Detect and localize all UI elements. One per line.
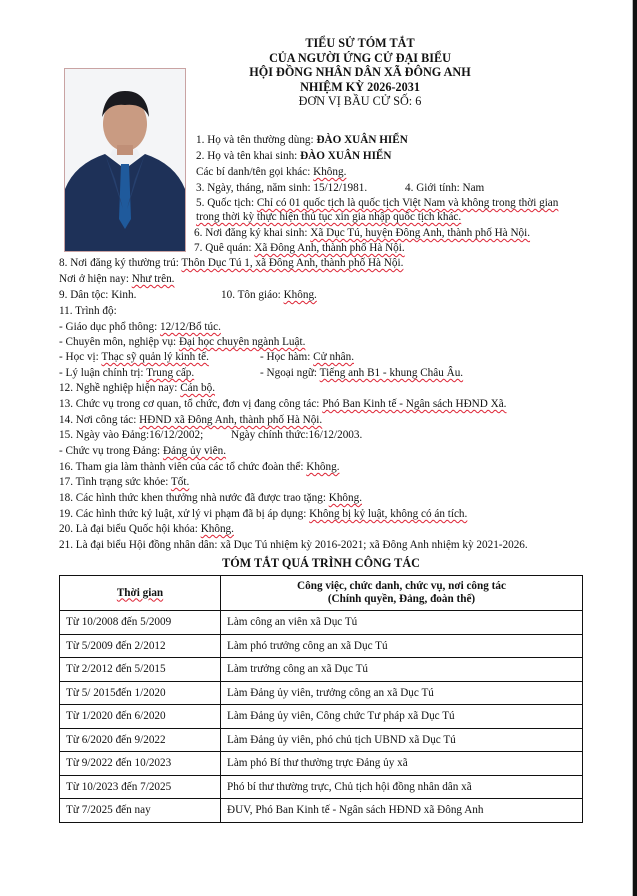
field-occupation [59, 381, 215, 395]
field-party-official-date [231, 428, 362, 442]
field-discipline [59, 507, 467, 521]
field-label: 2. Họ và tên khai sinh: [196, 150, 301, 162]
field-hometown [194, 241, 405, 255]
header-text: Thời gian [116, 586, 164, 599]
field-dob [196, 181, 367, 195]
field-political-theory [59, 366, 194, 380]
field-value: Xã Dục Tú, huyện Đông Anh, thành phố Hà Nội. [310, 227, 531, 239]
field-value: Đại học chuyên ngành Luật. [178, 336, 306, 348]
cell-period: Từ 2/2012 đến 5/2015 [60, 658, 221, 682]
field-nationality-cont [196, 210, 461, 224]
field-birth-registration [194, 226, 530, 240]
field-health [59, 475, 189, 489]
field-label: - Lý luận chính trị: [59, 367, 147, 379]
cell-period: Từ 10/2023 đến 7/2025 [60, 775, 221, 799]
field-party-role [59, 444, 226, 458]
cell-role: Làm phó trưởng công an xã Dục Tú [221, 634, 583, 658]
cell-period: Từ 1/2020 đến 6/2020 [60, 705, 221, 729]
career-section-title: TÓM TẮT QUÁ TRÌNH CÔNG TÁC [222, 556, 420, 570]
field-education-heading [59, 304, 117, 318]
field-value: Thôn Dục Tú 1, xã Đông Anh, thành phố Hà Nội. [181, 257, 404, 269]
field-label: - Chức vụ trong Đảng: [59, 445, 163, 457]
field-label: 1. Họ và tên thường dùng: [196, 134, 317, 146]
field-value: Tiếng anh B1 - khung Châu Âu. [319, 367, 464, 379]
field-gender [405, 181, 484, 195]
field-common-name [196, 133, 408, 147]
field-label: Ngày chính thức: [231, 429, 309, 441]
field-aliases [196, 165, 346, 179]
field-label: 20. Là đại biểu Quốc hội khóa: [59, 523, 201, 535]
field-label: 18. Các hình thức khen thưởng nhà nước đã được trao tặng: [59, 492, 329, 504]
cell-period: Từ 5/2009 đến 2/2012 [60, 634, 221, 658]
cell-role: Phó bí thư thường trực, Chủ tịch hội đồng nhân dân xã [221, 775, 583, 799]
column-header-period [60, 576, 221, 611]
field-label: 16. Tham gia làm thành viên của các tổ chức đoàn thể: [59, 461, 307, 473]
field-value: trong thời kỳ thực hiện thủ tục xin gia nhập quốc tịch khác. [196, 211, 462, 223]
cell-period: Từ 7/2025 đến nay [60, 799, 221, 823]
doc-title: TIỂU SỬ TÓM TẮT [305, 36, 415, 50]
doc-term: NHIỆM KỲ 2026-2031 [300, 79, 420, 94]
field-value: Không. [200, 523, 234, 535]
field-label: 4. Giới tính: [405, 182, 463, 194]
field-label: Nơi ở hiện nay: [59, 273, 132, 285]
field-label: 15. Ngày vào Đảng: [59, 429, 150, 441]
document-header [180, 36, 540, 109]
field-national-assembly [59, 522, 234, 536]
field-value: Tốt. [170, 476, 190, 488]
table-row [60, 775, 583, 799]
field-value: ĐÀO XUÂN HIỂN [300, 150, 392, 162]
doc-subtitle-1: CỦA NGƯỜI ỨNG CỬ ĐẠI BIỂU [269, 50, 451, 65]
field-value: Chỉ có 01 quốc tịch là quốc tịch Việt Nam và không trong thời gian [256, 197, 559, 209]
field-value: Xã Đông Anh, thành phố Hà Nội. [254, 242, 405, 254]
field-value: Nam [462, 182, 485, 194]
field-value: Cán bộ. [180, 382, 215, 394]
field-label: - Giáo dục phổ thông: [59, 321, 160, 333]
cell-role: ĐUV, Phó Ban Kinh tế - Ngân sách HĐND xã Đông Anh [221, 799, 583, 823]
window-edge [633, 0, 637, 896]
cell-period: Từ 10/2008 đến 5/2009 [60, 611, 221, 635]
field-awards [59, 491, 362, 505]
field-position [59, 397, 506, 411]
cell-period: Từ 6/2020 đến 9/2022 [60, 728, 221, 752]
doc-subtitle-2: HỘI ĐỒNG NHÂN DÂN XÃ ĐÔNG ANH [249, 65, 471, 80]
field-value: Không bị kỷ luật, không có án tích. [309, 508, 468, 520]
field-value: Không. [306, 461, 340, 473]
header-subtext: (Chính quyền, Đảng, đoàn thể) [327, 593, 476, 605]
table-header-row [60, 576, 583, 611]
field-value: Không. [328, 492, 362, 504]
field-label: 13. Chức vụ trong cơ quan, tổ chức, đơn vị đang công tác: [59, 398, 323, 410]
field-birth-name [196, 149, 391, 163]
table-row [60, 728, 583, 752]
cell-role: Làm trưởng công an xã Dục Tú [221, 658, 583, 682]
cell-role: Làm Đảng ủy viên, Công chức Tư pháp xã Dục Tú [221, 705, 583, 729]
field-value: Không. [313, 166, 347, 178]
field-label: 19. Các hình thức kỷ luật, xử lý vi phạm đã bị áp dụng: [59, 508, 310, 520]
field-value: Đảng ủy viên. [162, 445, 227, 457]
field-value: ĐÀO XUÂN HIỂN [316, 134, 408, 146]
field-party-join-date [59, 428, 203, 442]
column-header-role [221, 576, 583, 611]
field-label: 9. Dân tộc: [59, 289, 112, 301]
field-label: 17. Tình trạng sức khỏe: [59, 476, 171, 488]
field-label: 8. Nơi đăng ký thường trú: [59, 257, 182, 269]
field-foreign-language [260, 366, 463, 380]
field-value: Không. [283, 289, 317, 301]
cell-role: Làm Đảng ủy viên, trưởng công an xã Dục Tú [221, 681, 583, 705]
header-text: Công việc, chức danh, chức vụ, nơi công tác [297, 580, 506, 592]
table-row [60, 681, 583, 705]
field-label: 5. Quốc tịch: [196, 197, 257, 209]
cell-role: Làm phó Bí thư thường trực Đảng ủy xã [221, 752, 583, 776]
field-label: - Ngoại ngữ: [260, 367, 320, 379]
field-value: 16/12/2003. [308, 429, 363, 441]
field-label: 14. Nơi công tác: [59, 414, 140, 426]
candidate-photo [64, 68, 186, 252]
cell-role: Làm Đảng ủy viên, phó chủ tịch UBND xã Dục Tú [221, 728, 583, 752]
field-label: 6. Nơi đăng ký khai sinh: [194, 227, 311, 239]
cell-role: Làm công an viên xã Dục Tú [221, 611, 583, 635]
field-label: - Học hàm: [260, 351, 314, 363]
field-ethnicity [59, 288, 136, 302]
field-label: 12. Nghề nghiệp hiện nay: [59, 382, 181, 394]
field-degree [59, 350, 209, 364]
field-value: Thạc sỹ quản lý kinh tế. [101, 351, 209, 363]
field-permanent-residence [59, 256, 403, 270]
field-value: 12/12/Bổ túc. [159, 321, 221, 333]
field-value: Như trên. [131, 273, 175, 285]
field-label: - Học vị: [59, 351, 102, 363]
field-label: 7. Quê quán: [194, 242, 255, 254]
field-value: 16/12/2002; [149, 429, 204, 441]
field-value: Trung cấp. [146, 367, 195, 379]
field-organizations [59, 460, 340, 474]
field-value: Cử nhân. [313, 351, 354, 363]
field-label: 3. Ngày, tháng, năm sinh: [196, 182, 314, 194]
field-label: 10. Tôn giáo: [221, 289, 284, 301]
field-peoples-council [59, 538, 528, 552]
field-label: - Chuyên môn, nghiệp vụ: [59, 336, 179, 348]
field-value: HĐND xã Đông Anh, thành phố Hà Nội. [139, 414, 323, 426]
table-row [60, 799, 583, 823]
cell-period: Từ 5/ 2015đến 1/2020 [60, 681, 221, 705]
field-label: 21. Là đại biểu Hội đồng nhân dân: [59, 539, 221, 551]
field-value: xã Dục Tú nhiệm kỳ 2016-2021; xã Đông Anh nhiệm kỳ 2021-2026. [220, 539, 528, 551]
field-label: 11. Trình độ: [59, 305, 117, 317]
field-value: Phó Ban Kinh tế - Ngân sách HĐND Xã. [322, 398, 507, 410]
field-nationality [196, 196, 558, 210]
table-row [60, 705, 583, 729]
field-workplace [59, 413, 322, 427]
field-current-residence [59, 272, 174, 286]
table-row [60, 634, 583, 658]
table-row [60, 611, 583, 635]
portrait-icon [65, 69, 185, 251]
field-value: 15/12/1981. [313, 182, 368, 194]
field-general-education [59, 320, 221, 334]
field-religion [221, 288, 317, 302]
doc-electoral-unit: ĐƠN VỊ BẦU CỬ SỐ: 6 [298, 94, 422, 109]
table-row [60, 752, 583, 776]
field-specialization [59, 335, 305, 349]
field-value: Kinh. [111, 289, 137, 301]
cell-period: Từ 9/2022 đến 10/2023 [60, 752, 221, 776]
table-row [60, 658, 583, 682]
field-label: Các bí danh/tên gọi khác: [196, 166, 314, 178]
career-table [59, 575, 583, 823]
field-academic-title [260, 350, 354, 364]
